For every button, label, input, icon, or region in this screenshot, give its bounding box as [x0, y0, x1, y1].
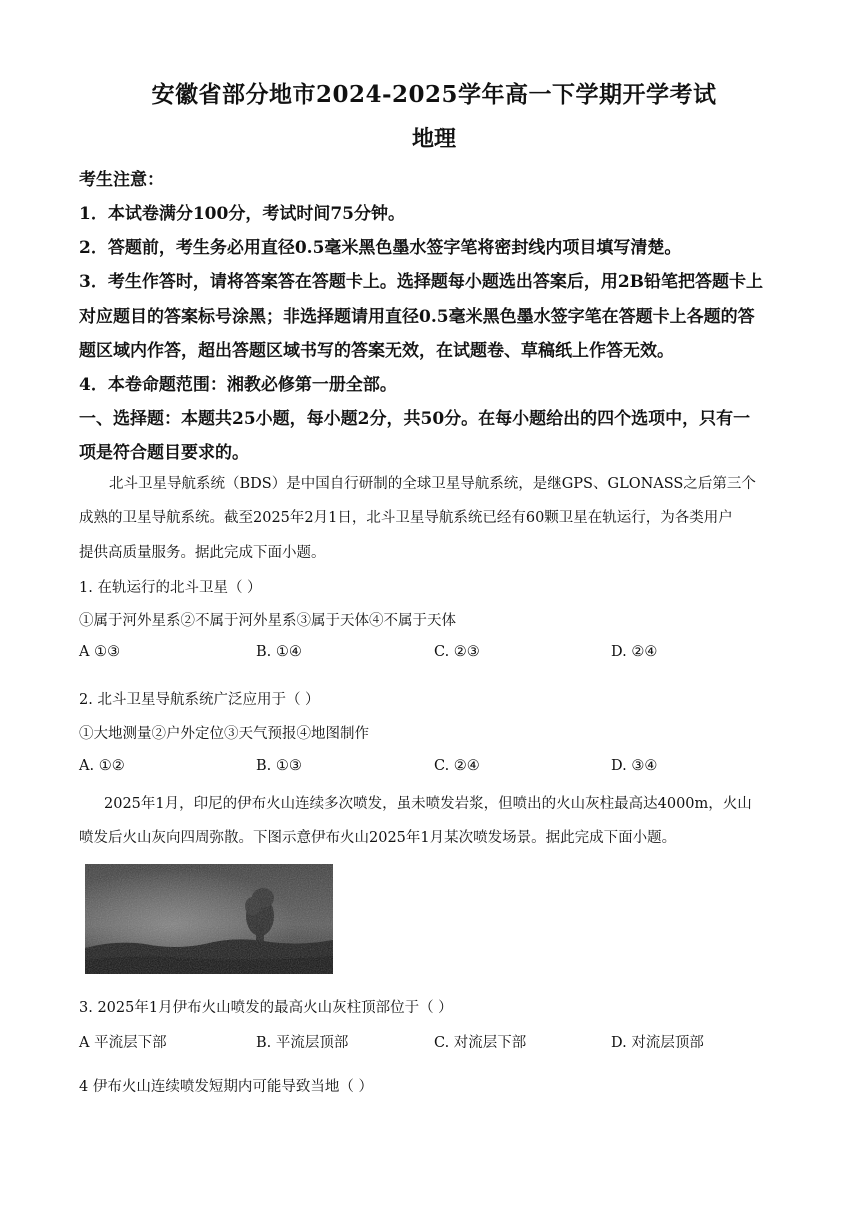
question-2-option-c[interactable]: C. ②④ — [434, 758, 480, 774]
volcano-eruption-photo — [85, 864, 333, 974]
question-2-options — [79, 758, 779, 780]
passage-1-line-3: 提供高质量服务。据此完成下面小题。 — [79, 545, 326, 561]
question-2-option-b[interactable]: B. ①③ — [256, 758, 302, 774]
passage-2-line-2: 喷发后火山灰向四周弥散。下图示意伊布火山2025年1月某次喷发场景。据此完成下面小题。 — [79, 830, 677, 846]
question-1-option-b[interactable]: B. ①④ — [256, 644, 302, 660]
passage-1-line-1: 北斗卫星导航系统（BDS）是中国自行研制的全球卫星导航系统，是继GPS、GLONASS之后第三个 — [109, 476, 756, 492]
question-1-option-c[interactable]: C. ②③ — [434, 644, 480, 660]
section-1-heading-line-2: 项是符合题目要求的。 — [79, 443, 249, 463]
exam-title: 安徽省部分地市2024-2025学年高一下学期开学考试 — [151, 81, 717, 108]
subject-title: 地理 — [411, 126, 456, 152]
notice-heading: 考生注意： — [79, 170, 164, 190]
notice-item-4: 4．本卷命题范围：湘教必修第一册全部。 — [79, 375, 397, 395]
question-3-option-d[interactable]: D. 对流层顶部 — [611, 1035, 704, 1051]
passage-1-line-2: 成熟的卫星导航系统。截至2025年2月1日，北斗卫星导航系统已经有60颗卫星在轨运行，为各类用户 — [79, 510, 733, 526]
question-1-options — [79, 644, 779, 666]
question-1-statements: ①属于河外星系②不属于河外星系③属于天体④不属于天体 — [79, 613, 456, 629]
notice-item-1: 1．本试卷满分100分，考试时间75分钟。 — [79, 204, 405, 224]
passage-2-line-1: 2025年1月，印尼的伊布火山连续多次喷发，虽未喷发岩浆，但喷出的火山灰柱最高达4000m，火山 — [104, 796, 752, 812]
question-2-statements: ①大地测量②户外定位③天气预报④地图制作 — [79, 726, 369, 742]
question-3-options — [79, 1031, 779, 1053]
question-3-option-b[interactable]: B. 平流层顶部 — [256, 1035, 349, 1051]
question-2-stem: 2. 北斗卫星导航系统广泛应用于（ ） — [79, 692, 320, 708]
notice-item-2: 2．答题前，考生务必用直径0.5毫米黑色墨水签字笔将密封线内项目填写清楚。 — [79, 238, 682, 258]
question-1-option-a[interactable]: A ①③ — [79, 644, 121, 660]
question-1-option-d[interactable]: D. ②④ — [611, 644, 658, 660]
question-2-option-a[interactable]: A. ①② — [79, 758, 125, 774]
notice-item-3-line-1: 3．考生作答时，请将答案答在答题卡上。选择题每小题选出答案后，用2B铅笔把答题卡上 — [79, 272, 764, 292]
question-3-stem: 3. 2025年1月伊布火山喷发的最高火山灰柱顶部位于（ ） — [79, 1000, 453, 1016]
question-3-option-c[interactable]: C. 对流层下部 — [434, 1035, 527, 1051]
question-2-option-d[interactable]: D. ③④ — [611, 758, 658, 774]
question-1-stem: 1. 在轨运行的北斗卫星（ ） — [79, 580, 262, 596]
question-3-option-a[interactable]: A 平流层下部 — [79, 1035, 167, 1051]
notice-item-3-line-3: 题区域内作答，超出答题区域书写的答案无效，在试题卷、草稿纸上作答无效。 — [79, 341, 674, 361]
question-4-stem: 4 伊布火山连续喷发短期内可能导致当地（ ） — [79, 1079, 373, 1095]
section-1-heading-line-1: 一、选择题：本题共25小题，每小题2分，共50分。在每小题给出的四个选项中，只有一 — [79, 409, 751, 429]
notice-item-3-line-2: 对应题目的答案标号涂黑；非选择题请用直径0.5毫米黑色墨水签字笔在答题卡上各题的答 — [79, 307, 755, 327]
